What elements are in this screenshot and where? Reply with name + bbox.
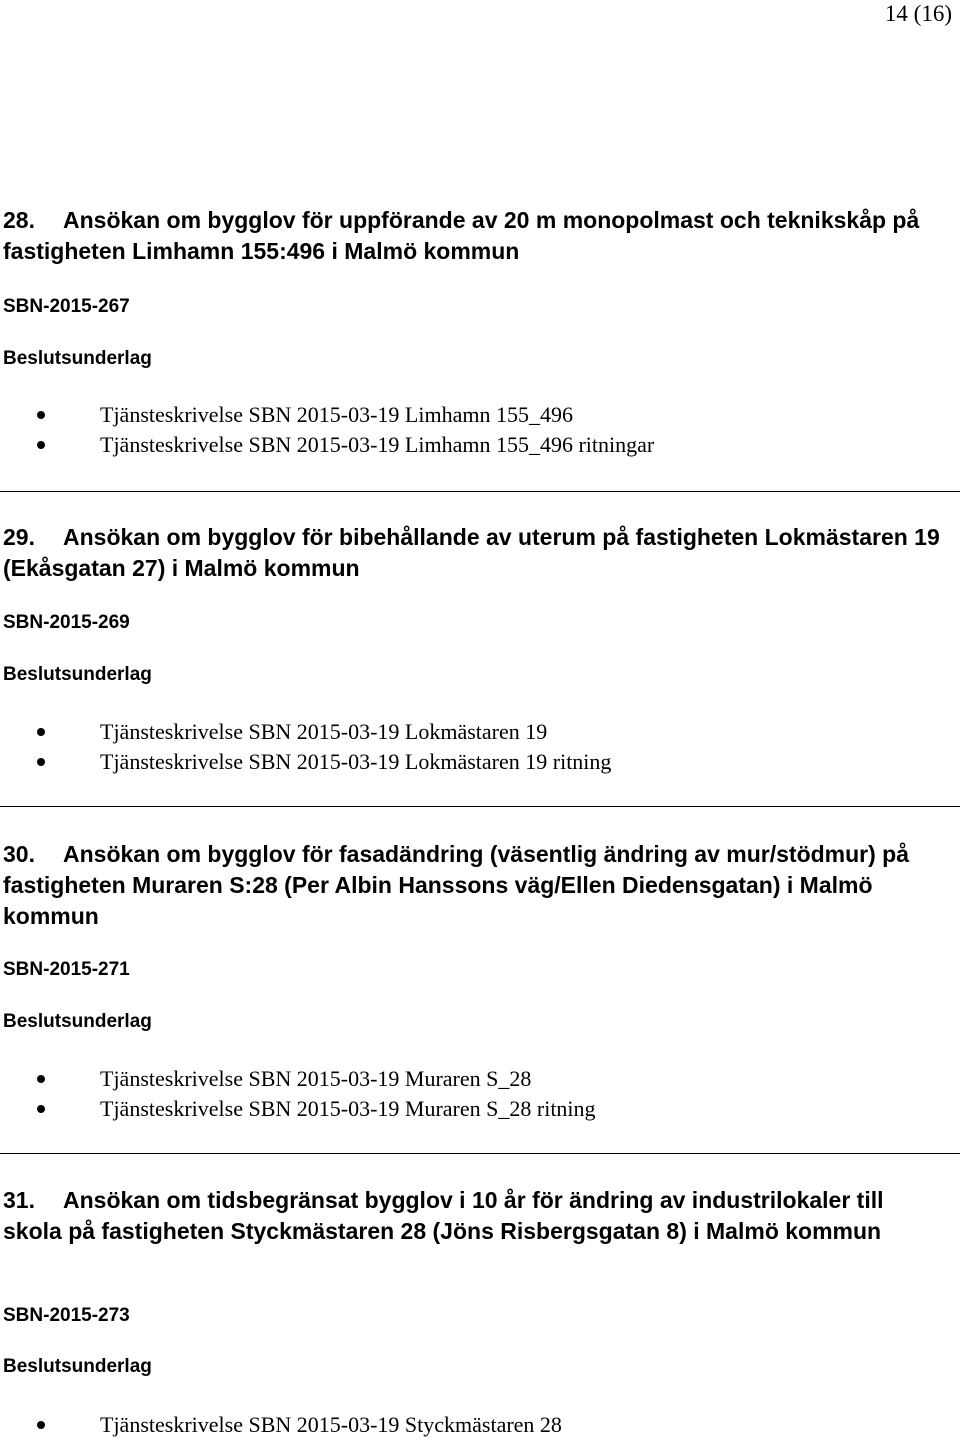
document-list <box>0 400 654 460</box>
page-number: 14 (16) <box>884 1 952 26</box>
case-number: SBN-2015-271 <box>3 959 130 980</box>
document-list <box>0 1064 596 1124</box>
agenda-item-number: 31. <box>3 1187 35 1213</box>
agenda-item-heading <box>0 205 943 267</box>
document-item <box>0 1094 596 1124</box>
bullet-icon <box>37 411 45 419</box>
section-divider <box>0 1153 960 1154</box>
document-title: Tjänsteskrivelse SBN 2015-03-19 Styckmästaren 28 <box>100 1412 562 1437</box>
bullet-icon <box>37 1075 45 1083</box>
document-title: Tjänsteskrivelse SBN 2015-03-19 Muraren S_28 ritning <box>100 1096 596 1121</box>
document-list <box>0 717 611 777</box>
agenda-item-30 <box>0 839 960 1121</box>
agenda-item-heading <box>0 839 943 932</box>
bullet-icon <box>37 728 45 736</box>
document-title: Tjänsteskrivelse SBN 2015-03-19 Limhamn 155_496 <box>100 402 573 427</box>
bullet-icon <box>37 1421 45 1429</box>
agenda-item-title: Ansökan om bygglov för bibehållande av uterum på fastigheten Lokmästaren 19 (Ekåsgatan 27) i Malmö kommun <box>3 524 940 581</box>
underlag-label: Beslutsunderlag <box>3 664 152 685</box>
agenda-item-28 <box>0 205 960 457</box>
case-number: SBN-2015-267 <box>3 296 130 317</box>
document-title: Tjänsteskrivelse SBN 2015-03-19 Lokmästaren 19 ritning <box>100 749 612 774</box>
agenda-item-number: 30. <box>3 841 35 867</box>
section-divider <box>0 806 960 807</box>
agenda-item-heading <box>0 522 943 584</box>
document-item <box>0 747 611 777</box>
bullet-icon <box>37 758 45 766</box>
section-divider <box>0 491 960 492</box>
agenda-item-number: 29. <box>3 524 35 550</box>
agenda-item-title: Ansökan om bygglov för fasadändring (väsentlig ändring av mur/stödmur) på fastigheten Muraren S:28 (Per Albin Hanssons väg/Ellen Diedensgatan) i Malmö kommun <box>3 841 910 929</box>
agenda-item-29 <box>0 522 960 774</box>
agenda-item-31 <box>0 1185 960 1437</box>
document-item <box>0 1064 596 1094</box>
underlag-label: Beslutsunderlag <box>3 1011 152 1032</box>
document-item <box>0 430 654 460</box>
document-list <box>0 1410 562 1440</box>
bullet-icon <box>37 1105 45 1113</box>
case-number: SBN-2015-273 <box>3 1305 130 1326</box>
underlag-label: Beslutsunderlag <box>3 1356 152 1377</box>
agenda-item-heading <box>0 1185 943 1247</box>
document-title: Tjänsteskrivelse SBN 2015-03-19 Lokmästaren 19 <box>100 719 548 744</box>
document-title: Tjänsteskrivelse SBN 2015-03-19 Muraren S_28 <box>100 1066 532 1091</box>
case-number: SBN-2015-269 <box>3 612 130 633</box>
document-item <box>0 400 654 430</box>
agenda-item-number: 28. <box>3 207 35 233</box>
bullet-icon <box>37 441 45 449</box>
underlag-label: Beslutsunderlag <box>3 348 152 369</box>
document-item <box>0 717 611 747</box>
agenda-item-title: Ansökan om tidsbegränsat bygglov i 10 år för ändring av industrilokaler till skola på fastigheten Styckmästaren 28 (Jöns Risbergsgatan 8) i Malmö kommun <box>3 1187 884 1244</box>
agenda-item-title: Ansökan om bygglov för uppförande av 20 m monopolmast och teknikskåp på fastigheten Limhamn 155:496 i Malmö kommun <box>3 207 920 264</box>
document-title: Tjänsteskrivelse SBN 2015-03-19 Limhamn 155_496 ritningar <box>100 432 655 457</box>
document-item <box>0 1410 562 1440</box>
